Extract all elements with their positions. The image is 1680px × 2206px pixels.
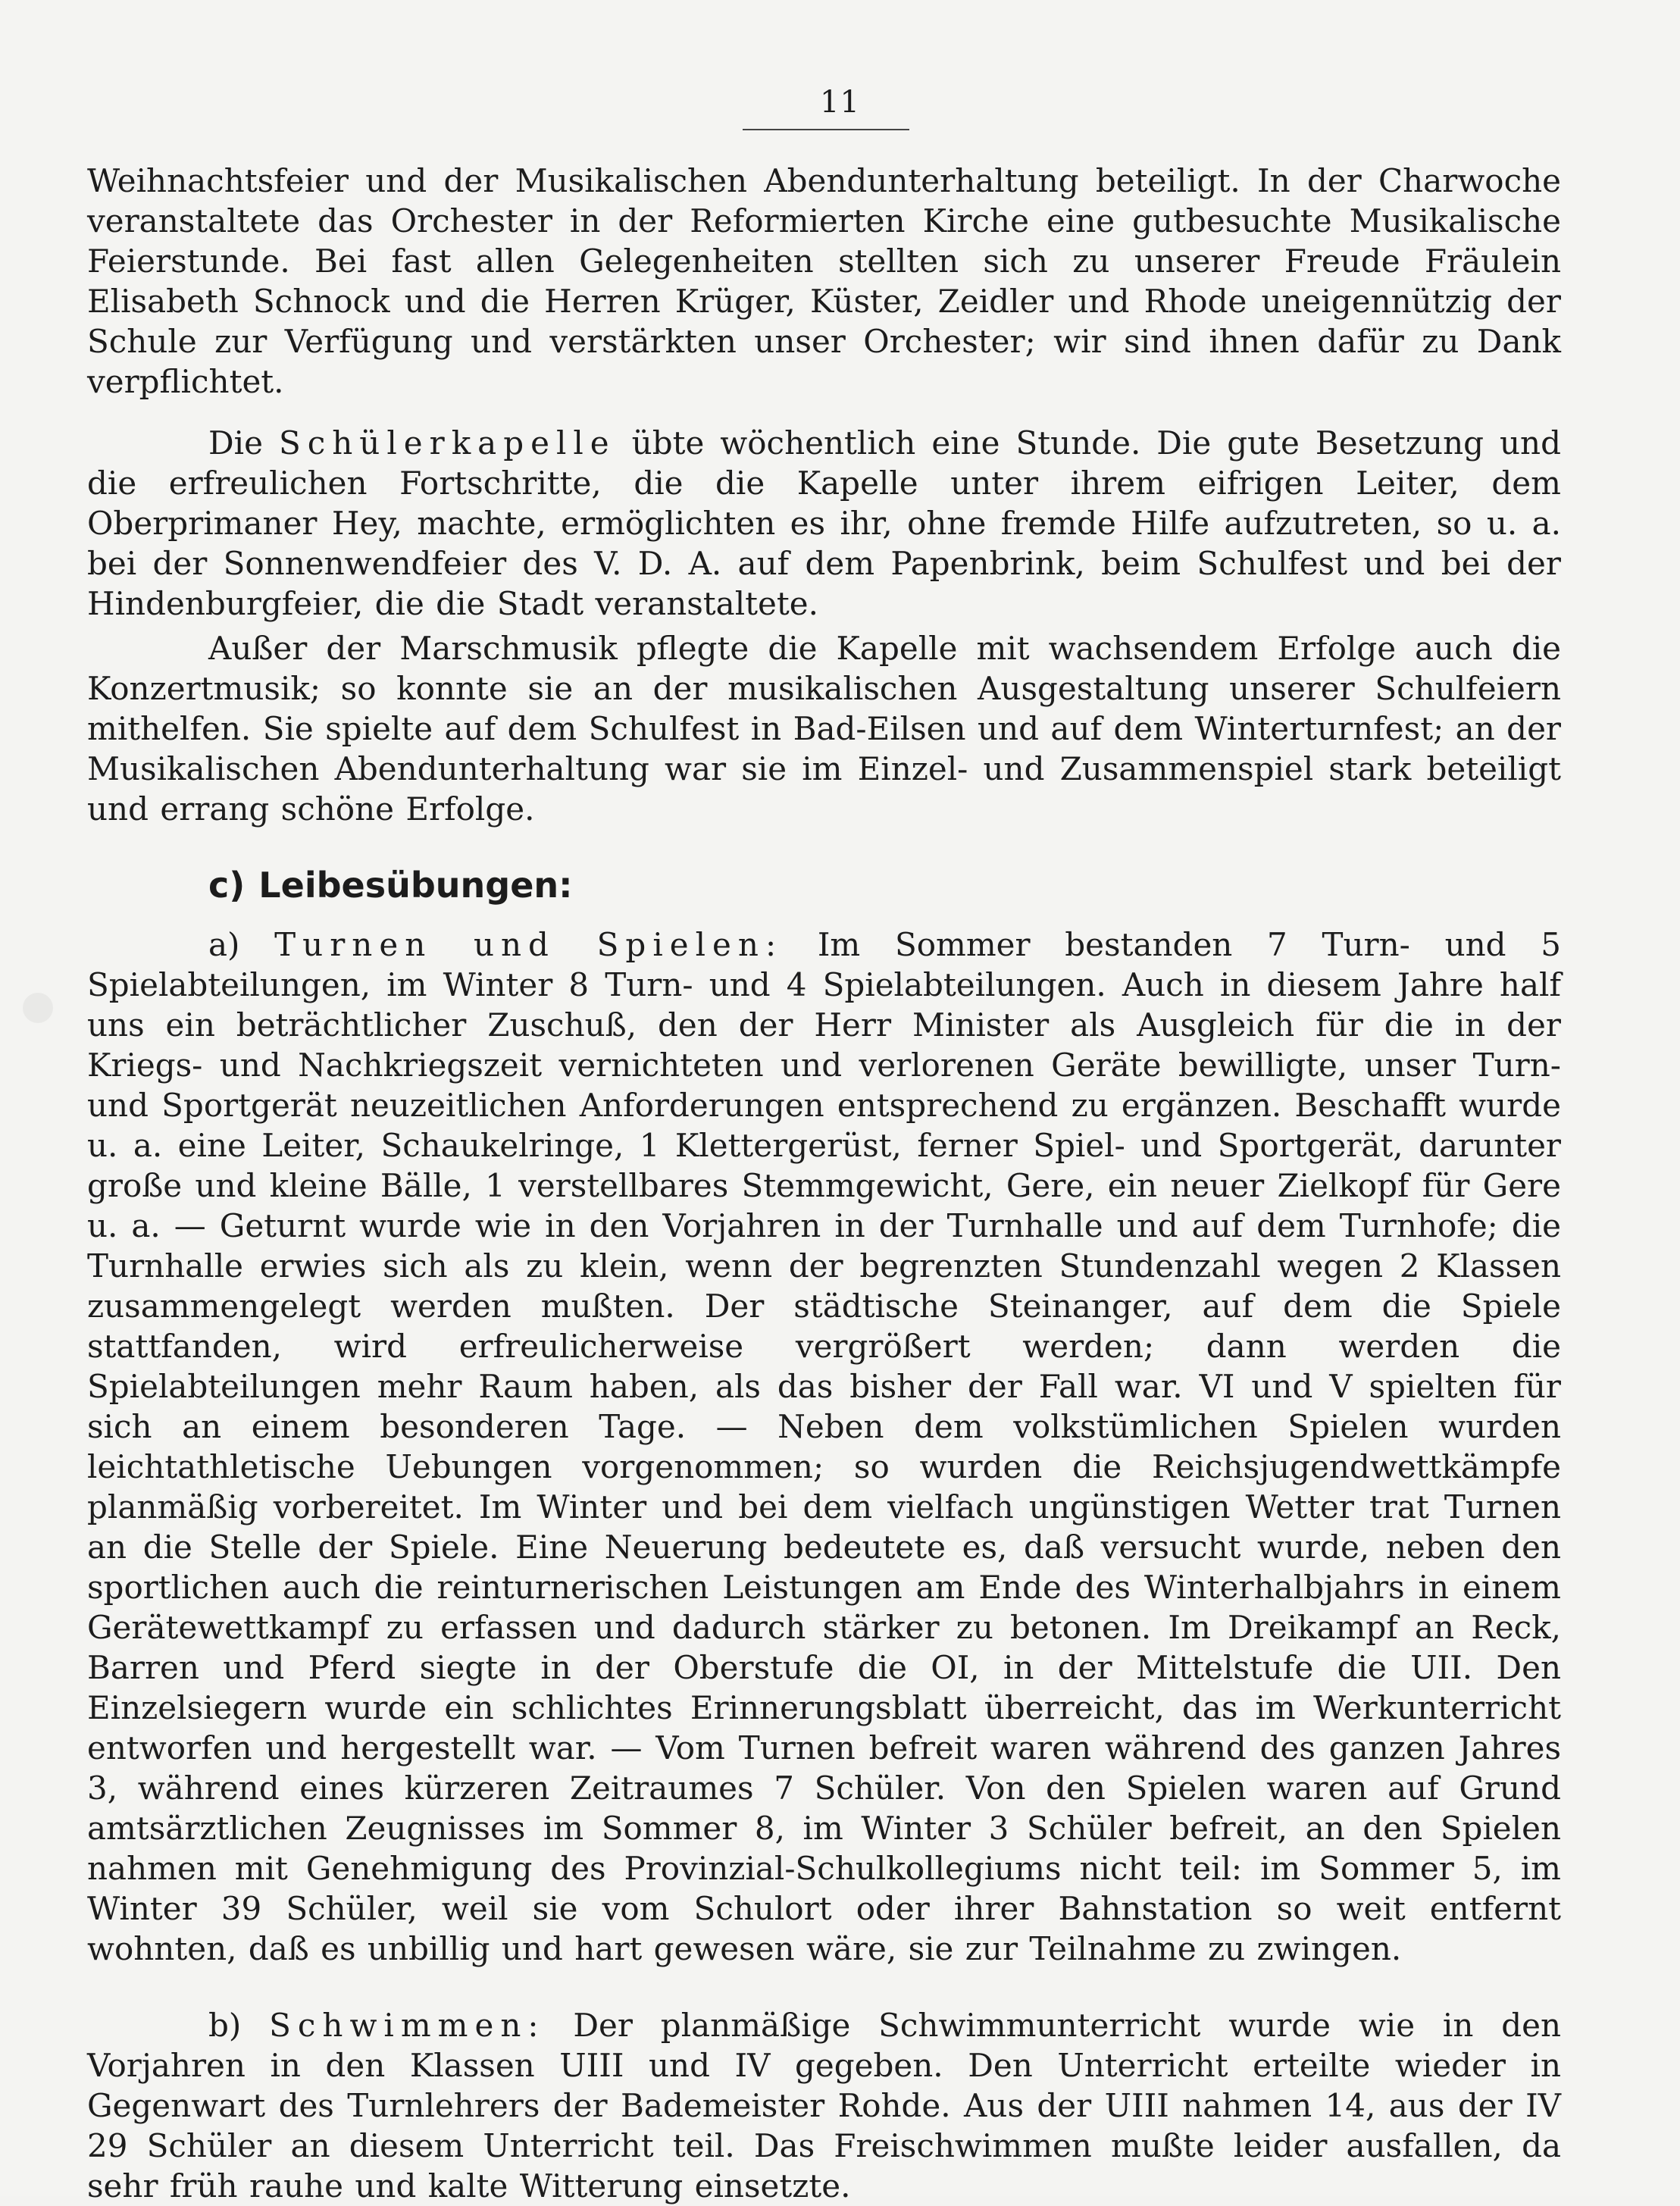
paragraph-orchestra: Weihnachtsfeier und der Musikalischen Abendunterhaltung beteiligt. In der Charwoche veranstaltete das Orchester in der Reformierten Kirche eine gutbesuchte Musikalische Feierstunde. Bei fast allen Gelegenheiten stellten sich zu unserer Freude Fräulein Elisabeth Schnock und die Herren Krüger, Küster, Zeidler und Rhode uneigennützig der Schule zur Verfügung und verstärkten unser Orchester; wir sind ihnen dafür zu Dank verpflichtet. <box>87 162 1561 400</box>
body-text <box>87 161 1561 2206</box>
subsection-text-schwimmen: Der planmäßige Schwimmunterricht wurde wie in den Vorjahren in den Klassen UIII und IV gegeben. Den Unterricht erteilte wieder in Gegenwart des Turnlehrers der Bademeister Rohde. Aus der UIII nahmen 14, aus der IV 29 Schüler an diesem Unterricht teil. Das Freischwimmen mußte leider ausfallen, da sehr früh rauhe und kalte Witterung einsetzte. <box>87 2007 1561 2204</box>
paragraph-marschmusik: Außer der Marschmusik pflegte die Kapelle mit wachsendem Erfolge auch die Konzertmusik; so konnte sie an der musikalischen Ausgestaltung unserer Schulfeiern mithelfen. Sie spielte auf dem Schulfest in Bad-Eilsen und auf dem Winterturnfest; an der Musikalischen Abendunterhaltung war sie im Einzel- und Zusammenspiel stark beteiligt und errang schöne Erfolge. <box>87 630 1561 828</box>
spaced-term-schuelerkapelle: Schülerkapelle <box>278 424 616 462</box>
subsection-title-schwimmen: Schwimmen: <box>269 2007 546 2044</box>
page-number: 11 <box>820 85 860 120</box>
paragraph-schuelerkapelle <box>87 423 1561 624</box>
paragraph-schwimmen <box>87 2005 1561 2206</box>
paragraph-lead: Die <box>208 424 263 462</box>
subsection-title-turnen-spielen: Turnen und Spielen: <box>274 926 784 963</box>
paragraph-turnen-spielen <box>87 925 1561 1969</box>
subsection-label-b: b) <box>208 2007 242 2044</box>
subsection-text-turnen-spielen: Im Sommer bestanden 7 Turn- und 5 Spielabteilungen, im Winter 8 Turn- und 4 Spielabteilungen. Auch in diesem Jahre half uns ein beträchtlicher Zuschuß, den der Herr Minister als Ausgleich für die in der Kriegs- und Nachkriegszeit vernichteten und verlorenen Geräte bewilligte, unser Turn- und Sportgerät neuzeitlichen Anforderungen entsprechend zu ergänzen. Beschafft wurde u. a. eine Leiter, Schaukelringe, 1 Klettergerüst, ferner Spiel- und Sportgerät, darunter große und kleine Bälle, 1 verstellbares Stemmgewicht, Gere, ein neuer Zielkopf für Gere u. a. — Geturnt wurde wie in den Vorjahren in der Turnhalle und auf dem Turnhofe; die Turnhalle erwies sich als zu klein, wenn der begrenzten Stundenzahl wegen 2 Klassen zusammengelegt werden mußten. Der städtische Steinanger, auf dem die Spiele stattfanden, wird erfreulicherweise vergrößert werden; dann werden die Spielabteilungen mehr Raum haben, als das bisher der Fall war. VI und V spielten für sich an einem besonderen Tage. — Neben dem volkstümlichen Spielen wurden leichtathletische Uebungen vorgenommen; so wurden die Reichsjugendwettkämpfe planmäßig vorbereitet. Im Winter und bei dem vielfach ungünstigen Wetter trat Turnen an die Stelle der Spiele. Eine Neuerung bedeutete es, daß versucht wurde, neben den sportlichen auch die reinturnerischen Leistungen am Ende des Winterhalbjahrs in einem Gerätewettkampf zu erfassen und dadurch stärker zu betonen. Im Dreikampf an Reck, Barren und Pferd siegte in der Oberstufe die OI, in der Mittelstufe die UII. Den Einzelsiegern wurde ein schlichtes Erinnerungsblatt überreicht, das im Werkunterricht entworfen und hergestellt war. — Vom Turnen befreit waren während des ganzen Jahres 3, während eines kürzeren Zeitraumes 7 Schüler. Von den Spielen waren auf Grund amtsärztlichen Zeugnisses im Sommer 8, im Winter 3 Schüler befreit, an den Spielen nahmen mit Genehmigung des Provinzial-Schulkollegiums nicht teil: im Sommer 5, im Winter 39 Schüler, weil sie vom Schulort oder ihrer Bahnstation so weit entfernt wohnten, daß es unbillig und hart gewesen wäre, sie zur Teilnahme zu zwingen. <box>87 926 1561 1967</box>
page-number-rule <box>743 129 909 130</box>
section-heading-leibesuebungen: c) Leibesübungen: <box>208 865 573 906</box>
subsection-label-a: a) <box>208 926 240 963</box>
paragraph-rest: übte wöchentlich eine Stunde. Die gute Besetzung und die erfreulichen Fortschritte, die die Kapelle unter ihrem eifrigen Leiter, dem Oberprimaner Hey, machte, ermöglichten es ihr, ohne fremde Hilfe aufzutreten, so u. a. bei der Sonnenwendfeier des V. D. A. auf dem Papenbrink, beim Schulfest und bei der Hindenburgfeier, die die Stadt veranstaltete. <box>87 424 1561 622</box>
paper-stain <box>23 993 53 1023</box>
